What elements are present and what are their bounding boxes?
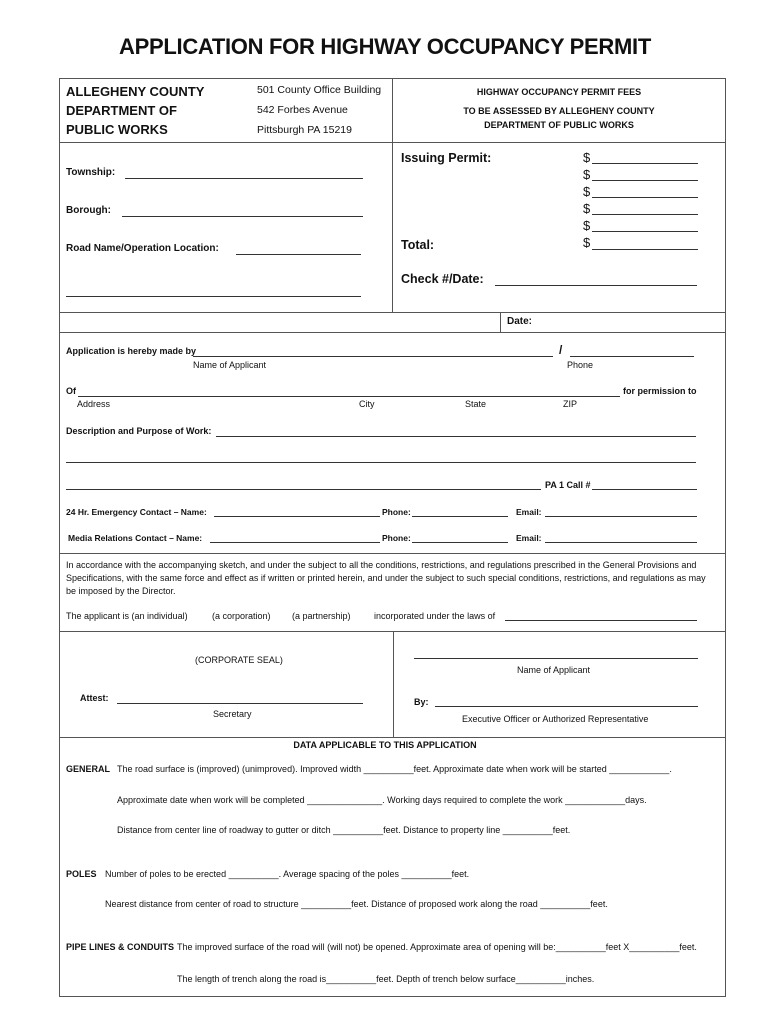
fee-field-1[interactable] — [592, 163, 698, 164]
address-caption: Address — [77, 399, 111, 409]
media-email-field[interactable] — [545, 542, 697, 543]
pipes-label: PIPE LINES & CONDUITS — [66, 942, 175, 952]
applicant-name-caption-2: Name of Applicant — [517, 665, 591, 675]
date-divider — [500, 312, 501, 332]
borough-field[interactable] — [122, 216, 363, 217]
fee-field-3[interactable] — [592, 197, 698, 198]
address-line-3: Pittsburgh PA 15219 — [257, 124, 352, 136]
of-label: Of — [66, 386, 76, 396]
pa1-call-label: PA 1 Call # — [545, 480, 591, 490]
zip-caption: ZIP — [563, 399, 578, 409]
attest-label: Attest: — [80, 693, 109, 703]
state-caption: State — [465, 399, 487, 409]
description-label: Description and Purpose of Work: — [66, 426, 212, 436]
dollar-sign: $ — [583, 218, 591, 233]
emergency-contact-label: 24 Hr. Emergency Contact – Name: — [66, 507, 207, 517]
dollar-sign: $ — [583, 235, 591, 250]
data-section-heading: DATA APPLICABLE TO THIS APPLICATION — [293, 740, 477, 750]
description-field-line-3[interactable] — [66, 489, 541, 490]
agency-line-3: PUBLIC WORKS — [66, 122, 168, 137]
by-signature-field[interactable] — [435, 706, 698, 707]
terms-paragraph: In accordance with the accompanying sketch, and under the subject to all the conditions, restrictions, and regulations prescribed in the General Provisions and Specifications, with the same force and effect as if written or printed herein, and under the subject to such special conditions, restrictions, and regulations as may be imposed by the Director. — [66, 560, 706, 596]
general-line-1: The road surface is (improved) (unimproved). Improved width __________feet. Approximate date when work will be started ____________. — [117, 764, 672, 774]
general-line-2: Approximate date when work will be completed _______________. Working days required to complete the work ____________days. — [117, 795, 647, 805]
corporate-seal: (CORPORATE SEAL) — [195, 655, 283, 665]
dollar-sign: $ — [583, 167, 591, 182]
applicant-signature-field[interactable] — [414, 658, 698, 659]
poles-line-2: Nearest distance from center of road to structure __________feet. Distance of proposed work along the road __________feet. — [105, 899, 608, 909]
issuing-permit-label: Issuing Permit: — [401, 151, 492, 165]
divider — [59, 312, 726, 313]
emergency-phone-label: Phone: — [382, 507, 411, 517]
applicant-type-corporation[interactable]: (a corporation) — [212, 611, 271, 621]
check-date-label: Check #/Date: — [401, 272, 484, 286]
dollar-sign: $ — [583, 201, 591, 216]
emergency-email-label: Email: — [516, 507, 542, 517]
township-field[interactable] — [125, 178, 363, 179]
description-field-line-2[interactable] — [66, 462, 696, 463]
general-label: GENERAL — [66, 764, 111, 774]
description-field[interactable] — [216, 436, 696, 437]
slash: / — [559, 343, 563, 357]
phone-field[interactable] — [570, 356, 694, 357]
divider — [59, 737, 726, 738]
phone-caption: Phone — [567, 360, 594, 370]
divider — [59, 553, 726, 554]
by-label: By: — [414, 697, 429, 707]
borough-label: Borough: — [66, 205, 111, 216]
media-contact-label: Media Relations Contact – Name: — [68, 533, 203, 543]
media-name-field[interactable] — [210, 542, 380, 543]
road-label: Road Name/Operation Location: — [66, 243, 219, 254]
officer-caption: Executive Officer or Authorized Representative — [462, 714, 649, 724]
fees-header-3: DEPARTMENT OF PUBLIC WORKS — [484, 120, 634, 130]
date-label: Date: — [507, 316, 533, 327]
city-caption: City — [359, 399, 375, 409]
road-field-line-2[interactable] — [66, 296, 361, 297]
attest-field[interactable] — [117, 703, 363, 704]
fee-field-4[interactable] — [592, 214, 698, 215]
pa1-call-field[interactable] — [592, 489, 697, 490]
applicant-name-caption: Name of Applicant — [193, 360, 267, 370]
fee-field-5[interactable] — [592, 231, 698, 232]
incorporated-field[interactable] — [505, 620, 697, 621]
pipes-line-2: The length of trench along the road is__________feet. Depth of trench below surface__________inches. — [177, 974, 595, 984]
dollar-sign: $ — [583, 150, 591, 165]
media-phone-label: Phone: — [382, 533, 411, 543]
fees-header-1: HIGHWAY OCCUPANCY PERMIT FEES — [476, 87, 642, 97]
total-field[interactable] — [592, 249, 698, 250]
emergency-name-field[interactable] — [214, 516, 380, 517]
divider — [59, 142, 726, 143]
address-field[interactable] — [78, 396, 620, 397]
header-divider — [392, 78, 393, 312]
fee-field-2[interactable] — [592, 180, 698, 181]
agency-line-2: DEPARTMENT OF — [66, 103, 177, 118]
applicant-type-partnership[interactable]: (a partnership) — [292, 611, 351, 621]
road-field[interactable] — [236, 254, 361, 255]
fees-header-2: TO BE ASSESSED BY ALLEGHENY COUNTY — [463, 106, 655, 116]
poles-label: POLES — [66, 869, 97, 879]
agency-line-1: ALLEGHENY COUNTY — [66, 84, 205, 99]
dollar-sign: $ — [583, 184, 591, 199]
incorporated-label: incorporated under the laws of — [374, 611, 496, 621]
total-label: Total: — [401, 238, 435, 252]
address-line-1: 501 County Office Building — [257, 84, 382, 96]
media-email-label: Email: — [516, 533, 542, 543]
divider — [59, 332, 726, 333]
media-phone-field[interactable] — [412, 542, 508, 543]
made-by-label: Application is hereby made by — [66, 346, 197, 356]
check-date-field[interactable] — [495, 285, 697, 286]
applicant-type-individual[interactable]: The applicant is (an individual) — [66, 611, 188, 621]
general-line-3: Distance from center line of roadway to gutter or ditch __________feet. Distance to property line __________feet. — [117, 825, 571, 835]
emergency-phone-field[interactable] — [412, 516, 508, 517]
secretary-caption: Secretary — [213, 709, 252, 719]
address-line-2: 542 Forbes Avenue — [257, 104, 348, 116]
township-label: Township: — [66, 167, 116, 178]
page-title: APPLICATION FOR HIGHWAY OCCUPANCY PERMIT — [119, 34, 651, 59]
seal-divider — [393, 631, 394, 737]
applicant-name-field[interactable] — [193, 356, 553, 357]
poles-line-1: Number of poles to be erected __________. Average spacing of the poles __________feet. — [105, 869, 470, 879]
pipes-line-1: The improved surface of the road will (will not) be opened. Approximate area of opening will be:__________feet X__________feet. — [177, 942, 697, 952]
permission-label: for permission to — [623, 386, 697, 396]
emergency-email-field[interactable] — [545, 516, 697, 517]
